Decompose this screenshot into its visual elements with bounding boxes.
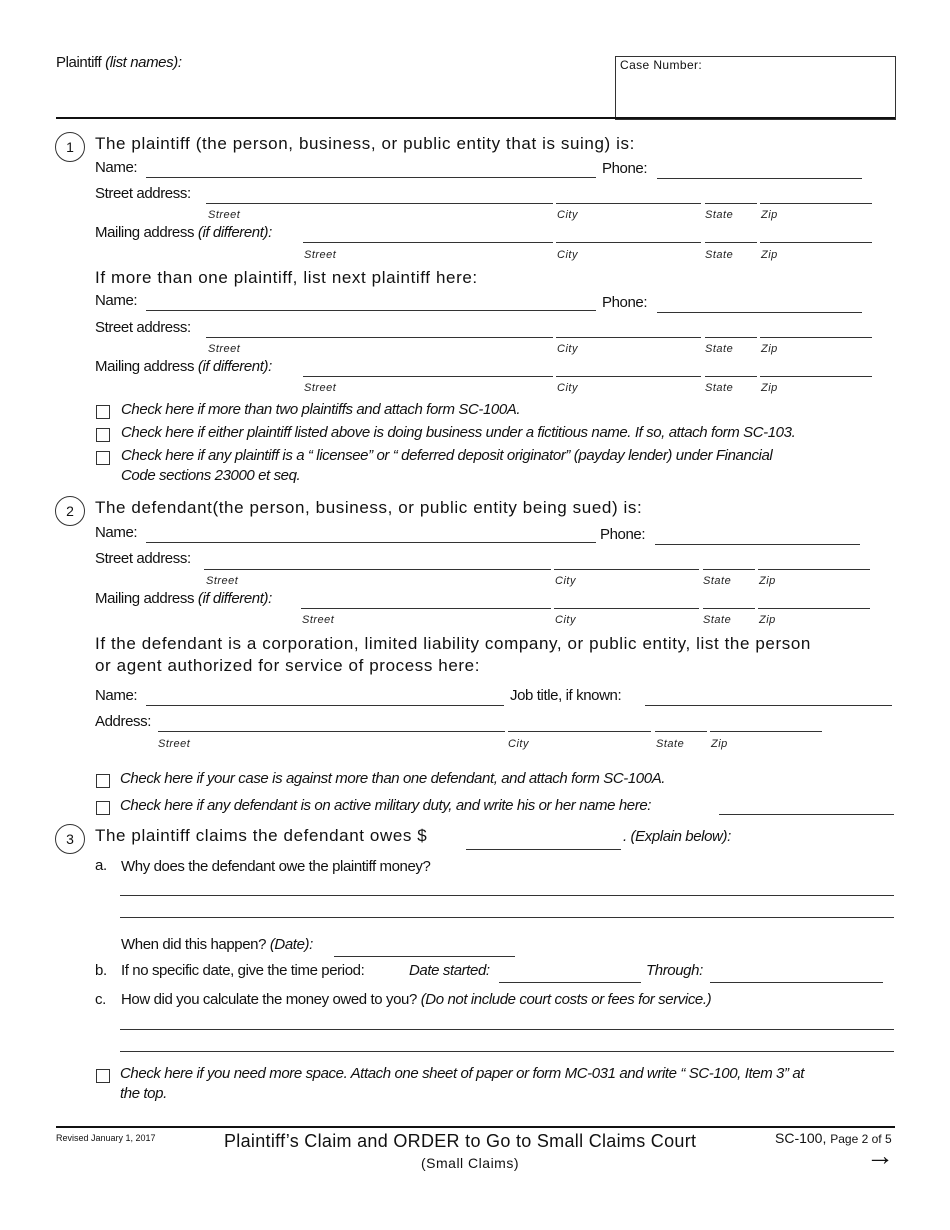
defendant-mailing-street-field[interactable] — [301, 608, 551, 609]
plaintiff1-mailing-street-field[interactable] — [303, 242, 553, 243]
caption-street: Street — [208, 209, 241, 221]
defendant-zip-field[interactable] — [758, 569, 870, 570]
through-label: Through: — [646, 962, 703, 979]
calculate-question: How did you calculate the money owed to you? (Do not include court costs or fees for service.) — [121, 991, 712, 1008]
more-space-checkbox[interactable] — [96, 1069, 110, 1083]
agent-zip-field[interactable] — [710, 731, 822, 732]
plaintiff2-mailing-label: Mailing address (if different): — [95, 358, 272, 375]
defendant-city-field[interactable] — [554, 569, 699, 570]
plaintiff2-street-label: Street address: — [95, 319, 191, 336]
licensee-text-line2: Code sections 23000 et seq. — [121, 467, 301, 484]
item-a-letter: a. — [95, 857, 107, 874]
job-title-label: Job title, if known: — [510, 687, 622, 704]
agent-name-label: Name: — [95, 687, 138, 704]
caption-street: Street — [206, 575, 239, 587]
caption-city: City — [557, 382, 578, 394]
defendant-mailing-city-field[interactable] — [554, 608, 699, 609]
plaintiff2-mailing-state-field[interactable] — [705, 376, 757, 377]
header-divider — [56, 117, 895, 119]
caption-city: City — [557, 249, 578, 261]
plaintiff2-mailing-zip-field[interactable] — [760, 376, 872, 377]
plaintiff1-zip-field[interactable] — [760, 203, 872, 204]
why-owe-question: Why does the defendant owe the plaintiff money? — [121, 858, 431, 875]
plaintiff1-phone-label: Phone: — [602, 160, 648, 177]
section1-heading: The plaintiff (the person, business, or public entity that is suing) is: — [95, 134, 635, 153]
caption-state: State — [705, 249, 734, 261]
military-duty-text: Check here if any defendant is on active military duty, and write his or her name here: — [120, 797, 652, 814]
defendant-name-label: Name: — [95, 524, 138, 541]
more-plaintiffs-text: Check here if more than two plaintiffs and attach form SC-100A. — [121, 401, 521, 418]
amount-owed-field[interactable] — [466, 849, 621, 850]
licensee-checkbox[interactable] — [96, 451, 110, 465]
plaintiff2-phone-label: Phone: — [602, 294, 648, 311]
plaintiff2-name-field[interactable] — [146, 310, 596, 311]
fictitious-name-checkbox[interactable] — [96, 428, 110, 442]
plaintiff2-street-field[interactable] — [206, 337, 553, 338]
caption-street: Street — [208, 343, 241, 355]
plaintiff1-state-field[interactable] — [705, 203, 757, 204]
caption-state: State — [705, 382, 734, 394]
item-2-marker: 2 — [55, 496, 85, 526]
plaintiff1-mailing-city-field[interactable] — [556, 242, 701, 243]
defendant-state-field[interactable] — [703, 569, 755, 570]
plaintiff2-state-field[interactable] — [705, 337, 757, 338]
through-field[interactable] — [710, 982, 883, 983]
item-3-marker: 3 — [55, 824, 85, 854]
plaintiff2-city-field[interactable] — [556, 337, 701, 338]
calculate-line-1[interactable] — [120, 1029, 894, 1030]
time-period-label: If no specific date, give the time period: — [121, 962, 365, 979]
plaintiff2-mailing-street-field[interactable] — [303, 376, 553, 377]
form-title: Plaintiff’s Claim and ORDER to Go to Small Claims Court — [224, 1131, 697, 1151]
plaintiff-names-label: Plaintiff (list names): — [56, 54, 182, 71]
defendant-name-field[interactable] — [146, 542, 596, 543]
agent-state-field[interactable] — [655, 731, 707, 732]
agent-name-field[interactable] — [146, 705, 504, 706]
caption-state: State — [705, 343, 734, 355]
military-duty-checkbox[interactable] — [96, 801, 110, 815]
plaintiff1-mailing-label: Mailing address (if different): — [95, 224, 272, 241]
item-1-marker: 1 — [55, 132, 85, 162]
caption-zip: Zip — [761, 382, 778, 394]
military-name-field[interactable] — [719, 814, 894, 815]
more-plaintiffs-checkbox[interactable] — [96, 405, 110, 419]
caption-street: Street — [302, 614, 335, 626]
caption-street: Street — [158, 738, 191, 750]
plaintiff1-street-field[interactable] — [206, 203, 553, 204]
more-defendants-checkbox[interactable] — [96, 774, 110, 788]
job-title-field[interactable] — [645, 705, 892, 706]
caption-street: Street — [304, 382, 337, 394]
page-number: Page 2 of 5 — [830, 1132, 892, 1146]
explain-below-text: . (Explain below): — [623, 828, 731, 845]
plaintiff1-street-label: Street address: — [95, 185, 191, 202]
plaintiff1-name-label: Name: — [95, 159, 138, 176]
more-space-text-line1: Check here if you need more space. Attach one sheet of paper or form MC-031 and write “ SC-100, Item 3” at — [120, 1065, 805, 1082]
more-defendants-text: Check here if your case is against more than one defendant, and attach form SC-100A. — [120, 770, 666, 787]
caption-state: State — [703, 575, 732, 587]
agent-city-field[interactable] — [508, 731, 651, 732]
calculate-line-2[interactable] — [120, 1051, 894, 1052]
caption-state: State — [656, 738, 685, 750]
date-started-label: Date started: — [409, 962, 490, 979]
form-id: SC-100, — [775, 1130, 827, 1146]
caption-zip: Zip — [711, 738, 728, 750]
caption-city: City — [557, 343, 578, 355]
caption-zip: Zip — [761, 343, 778, 355]
item-c-letter: c. — [95, 991, 106, 1008]
item-b-letter: b. — [95, 962, 107, 979]
caption-zip: Zip — [759, 575, 776, 587]
plaintiff1-city-field[interactable] — [556, 203, 701, 204]
defendant-mailing-label: Mailing address (if different): — [95, 590, 272, 607]
defendant-street-field[interactable] — [204, 569, 551, 570]
plaintiff1-mailing-zip-field[interactable] — [760, 242, 872, 243]
defendant-phone-label: Phone: — [600, 526, 646, 543]
caption-state: State — [703, 614, 732, 626]
next-page-arrow-icon: → — [866, 1140, 894, 1171]
plaintiff2-zip-field[interactable] — [760, 337, 872, 338]
caption-street: Street — [304, 249, 337, 261]
agent-heading-line2: or agent authorized for service of process here: — [95, 656, 481, 675]
when-date-field[interactable] — [334, 956, 515, 957]
defendant-phone-field[interactable] — [655, 544, 860, 545]
revised-date: Revised January 1, 2017 — [56, 1133, 156, 1143]
licensee-text-line1: Check here if any plaintiff is a “ licensee” or “ deferred deposit originator” (payday lender) under Financial — [121, 447, 773, 464]
defendant-street-label: Street address: — [95, 550, 191, 567]
why-owe-line-2[interactable] — [120, 917, 894, 918]
caption-city: City — [555, 614, 576, 626]
more-space-text-line2: the top. — [120, 1085, 167, 1102]
caption-zip: Zip — [761, 209, 778, 221]
caption-state: State — [705, 209, 734, 221]
section3-heading: The plaintiff claims the defendant owes $ — [95, 826, 428, 845]
agent-address-label: Address: — [95, 713, 151, 730]
date-started-field[interactable] — [499, 982, 641, 983]
fictitious-name-text: Check here if either plaintiff listed above is doing business under a fictitious name. If so, attach form SC-103. — [121, 424, 796, 441]
case-number-label: Case Number: — [620, 58, 703, 72]
case-number-box[interactable] — [615, 56, 896, 120]
defendant-mailing-zip-field[interactable] — [758, 608, 870, 609]
agent-street-field[interactable] — [158, 731, 505, 732]
caption-city: City — [508, 738, 529, 750]
section2-heading: The defendant(the person, business, or public entity being sued) is: — [95, 498, 643, 517]
caption-city: City — [557, 209, 578, 221]
caption-zip: Zip — [759, 614, 776, 626]
caption-city: City — [555, 575, 576, 587]
plaintiff1-mailing-state-field[interactable] — [705, 242, 757, 243]
second-plaintiff-heading: If more than one plaintiff, list next plaintiff here: — [95, 268, 478, 287]
caption-zip: Zip — [761, 249, 778, 261]
plaintiff2-phone-field[interactable] — [657, 312, 862, 313]
defendant-mailing-state-field[interactable] — [703, 608, 755, 609]
footer-divider — [56, 1126, 895, 1128]
agent-heading-line1: If the defendant is a corporation, limited liability company, or public entity, list the person — [95, 634, 811, 653]
why-owe-line-1[interactable] — [120, 895, 894, 896]
plaintiff2-mailing-city-field[interactable] — [556, 376, 701, 377]
form-subtitle: (Small Claims) — [421, 1155, 519, 1171]
plaintiff2-name-label: Name: — [95, 292, 138, 309]
when-happen-label: When did this happen? (Date): — [121, 936, 313, 953]
plaintiff1-phone-field[interactable] — [657, 178, 862, 179]
plaintiff1-name-field[interactable] — [146, 177, 596, 178]
